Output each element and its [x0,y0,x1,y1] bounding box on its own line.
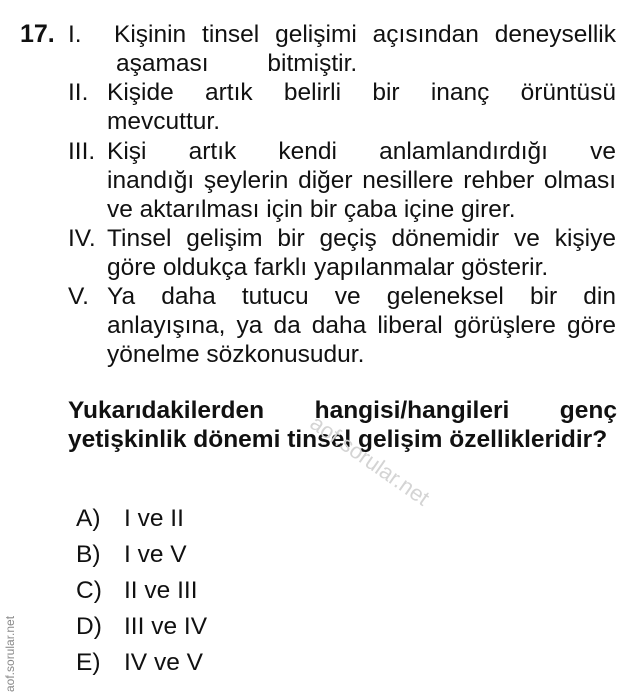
option-letter: D) [76,613,102,640]
statement-3 [68,137,616,224]
statement-number: IV. [68,225,96,252]
statement-line: Tinsel gelişim bir geçiş dönemidir ve kişiye [107,225,616,252]
statement-1 [68,20,616,78]
option-letter: B) [76,541,101,568]
statement-line: Kişide artık belirli bir inanç örüntüsü [107,79,616,106]
statement-2 [68,78,616,136]
statement-line: göre oldukça farklı yapılanmalar gösterir. [107,254,549,281]
option-text: IV ve V [124,649,203,676]
option-text: II ve III [124,577,198,604]
statement-line: inandığı şeylerin diğer nesillere rehber olması [107,167,616,194]
option-text: I ve V [124,541,187,568]
statement-5 [68,282,616,369]
statement-number: I. [68,21,82,48]
watermark-side: aof.sorular.net [3,615,17,692]
question-prompt: Yukarıdakilerden hangisi/hangileri genç yetişkinlik dönemi tinsel gelişim özellikleridir? [68,397,617,453]
option-letter: A) [76,505,101,532]
option-a[interactable] [76,504,184,533]
watermark-diagonal: aof.sorular.net [305,410,435,511]
option-c[interactable] [76,576,198,605]
statement-line: ve aktarılması için bir çaba içine girer. [107,196,516,223]
statement-number: III. [68,138,96,165]
statement-line: Ya daha tutucu ve geleneksel bir din [107,283,616,310]
statement-line: yönelme sözkonusudur. [107,341,365,368]
option-letter: E) [76,649,101,676]
option-e[interactable] [76,648,203,677]
option-text: III ve IV [124,613,208,640]
option-text: I ve II [124,505,184,532]
statement-number: II. [68,79,89,106]
statement-line: aşaması bitmiştir. [116,50,358,77]
statement-line: Kişinin tinsel gelişimi açısından deneysellik [114,21,616,48]
option-letter: C) [76,577,102,604]
statement-4 [68,224,616,282]
statement-line: anlayışına, ya da daha liberal görüşlere göre [107,312,616,339]
statement-number: V. [68,283,89,310]
statement-line: mevcuttur. [107,108,221,135]
question-number: 17. [20,20,55,48]
statement-line: Kişi artık kendi anlamlandırdığı ve [107,138,616,165]
option-d[interactable] [76,612,207,641]
option-b[interactable] [76,540,187,569]
